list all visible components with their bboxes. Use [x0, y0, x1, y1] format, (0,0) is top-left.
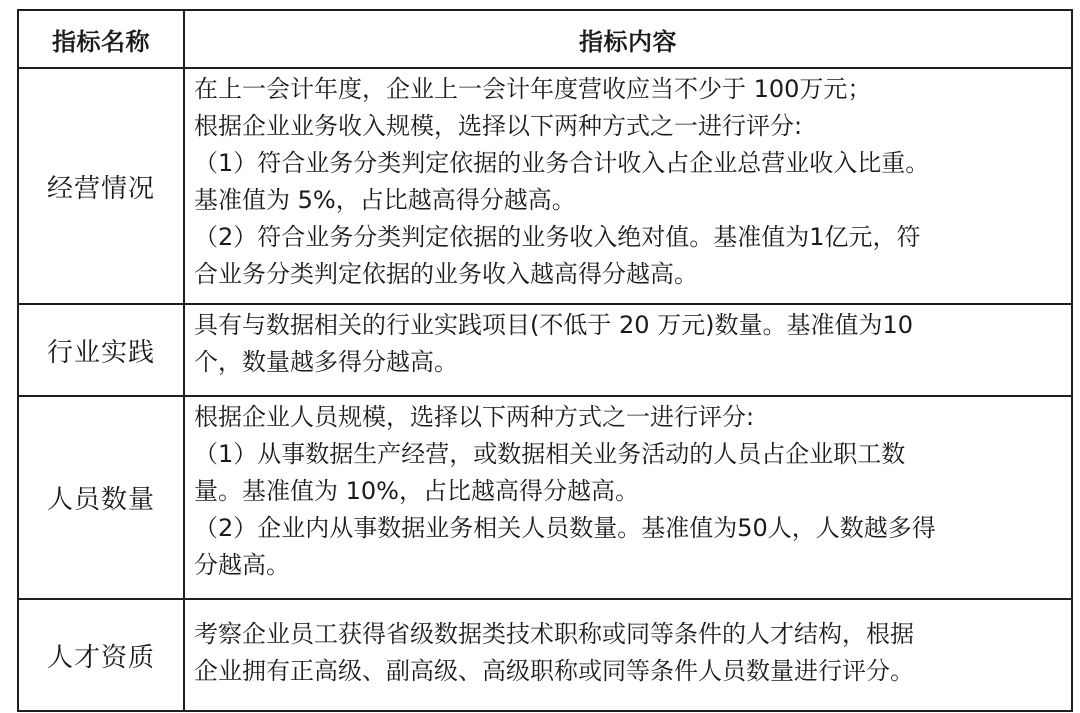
row-name-staff: 人员数量	[18, 396, 184, 599]
content-line: （1）符合业务分类判定依据的业务合计收入占企业总营业收入比重。	[194, 149, 930, 177]
content-line: 企业拥有正高级、副高级、高级职称或同等条件人员数量进行评分。	[194, 657, 914, 685]
content-line: 量。基准值为 10%，占比越高得分越高。	[194, 477, 639, 505]
indicator-table	[17, 9, 1073, 712]
row-name-business: 经营情况	[18, 68, 184, 304]
content-line: 根据企业业务收入规模，选择以下两种方式之一进行评分:	[194, 112, 803, 140]
row-content-business	[184, 68, 1072, 304]
row-content-staff	[184, 396, 1072, 599]
content-line: （2）企业内从事数据业务相关人员数量。基准值为50人，人数越多得	[194, 514, 936, 542]
content-line: 个，数量越多得分越高。	[194, 348, 458, 376]
table-row	[18, 304, 1072, 396]
content-line: 基准值为 5%，占比越高得分越高。	[194, 186, 576, 214]
content-line: 合业务分类判定依据的业务收入越高得分越高。	[194, 260, 698, 288]
header-indicator-name: 指标名称	[18, 10, 184, 68]
table-row	[18, 396, 1072, 599]
table-header-row	[18, 10, 1072, 68]
content-line: 根据企业人员规模，选择以下两种方式之一进行评分:	[194, 403, 755, 431]
content-line: 在上一会计年度，企业上一会计年度营收应当不少于 100万元；	[194, 75, 872, 103]
table-row	[18, 599, 1072, 711]
row-content-talent	[184, 599, 1072, 711]
row-content-practice	[184, 304, 1072, 396]
content-line: （1）从事数据生产经营，或数据相关业务活动的人员占企业职工数	[194, 440, 906, 468]
header-indicator-content: 指标内容	[184, 10, 1072, 68]
table-row	[18, 68, 1072, 304]
row-name-talent: 人才资质	[18, 599, 184, 711]
content-line: 具有与数据相关的行业实践项目(不低于 20 万元)数量。基准值为10	[194, 311, 914, 339]
indicator-table-container	[17, 9, 1071, 712]
row-name-practice: 行业实践	[18, 304, 184, 396]
content-line: 考察企业员工获得省级数据类技术职称或同等条件的人才结构，根据	[194, 620, 914, 648]
content-line: （2）符合业务分类判定依据的业务收入绝对值。基准值为1亿元，符	[194, 223, 921, 251]
content-line: 分越高。	[194, 551, 290, 579]
